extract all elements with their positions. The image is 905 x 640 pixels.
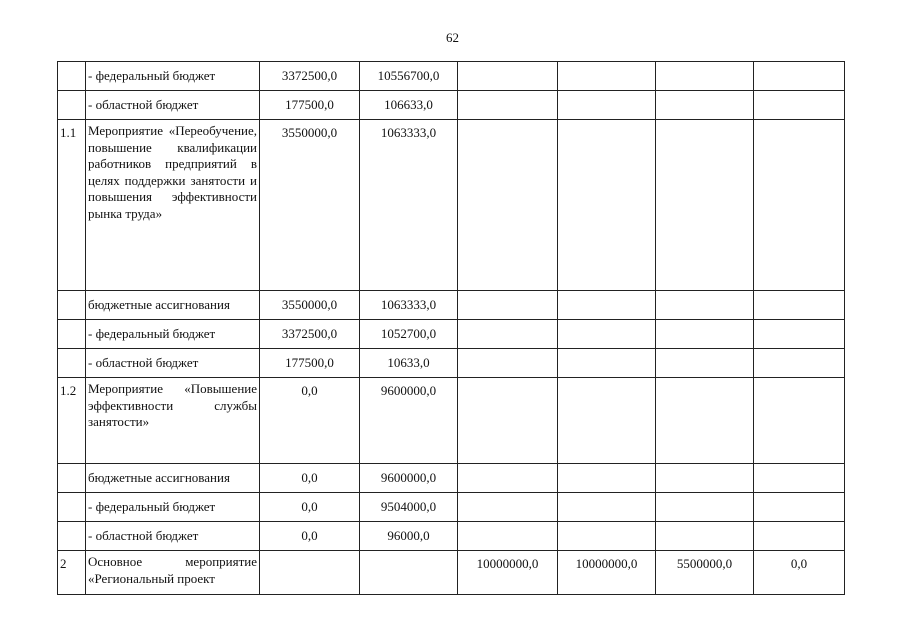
row-number: 1.1 [58, 120, 86, 291]
value-cell [754, 522, 845, 551]
value-cell [558, 91, 656, 120]
value-cell [656, 522, 754, 551]
table-row [58, 320, 845, 349]
value-cell [754, 378, 845, 464]
value-cell [458, 349, 558, 378]
row-name: - федеральный бюджет [86, 320, 260, 349]
value-cell: 10000000,0 [458, 551, 558, 595]
value-cell: 106633,0 [360, 91, 458, 120]
value-cell: 1063333,0 [360, 120, 458, 291]
value-cell: 96000,0 [360, 522, 458, 551]
value-cell [458, 91, 558, 120]
value-cell [656, 291, 754, 320]
value-cell [754, 120, 845, 291]
value-cell [656, 91, 754, 120]
value-cell [656, 464, 754, 493]
value-cell [656, 349, 754, 378]
row-number [58, 464, 86, 493]
row-number [58, 291, 86, 320]
table-row [58, 522, 845, 551]
page-number: 62 [446, 30, 459, 45]
value-cell: 177500,0 [260, 349, 360, 378]
row-number: 1.2 [58, 378, 86, 464]
value-cell: 0,0 [260, 464, 360, 493]
value-cell [754, 320, 845, 349]
value-cell [458, 120, 558, 291]
table-row [58, 291, 845, 320]
table-row [58, 62, 845, 91]
table-row [58, 493, 845, 522]
value-cell: 0,0 [260, 493, 360, 522]
value-cell [754, 91, 845, 120]
value-cell [558, 522, 656, 551]
value-cell [754, 62, 845, 91]
value-cell [558, 120, 656, 291]
value-cell [656, 320, 754, 349]
row-name: бюджетные ассигнования [86, 291, 260, 320]
value-cell: 0,0 [260, 522, 360, 551]
value-cell: 10556700,0 [360, 62, 458, 91]
value-cell [458, 320, 558, 349]
value-cell [458, 291, 558, 320]
value-cell [558, 493, 656, 522]
value-cell [754, 464, 845, 493]
value-cell [558, 320, 656, 349]
value-cell: 5500000,0 [656, 551, 754, 595]
value-cell [558, 291, 656, 320]
value-cell: 3372500,0 [260, 62, 360, 91]
table-row [58, 120, 845, 291]
value-cell [458, 62, 558, 91]
value-cell: 1052700,0 [360, 320, 458, 349]
row-number: 2 [58, 551, 86, 595]
row-name: - федеральный бюджет [86, 62, 260, 91]
value-cell [656, 493, 754, 522]
value-cell: 3550000,0 [260, 120, 360, 291]
row-number [58, 320, 86, 349]
row-name: - областной бюджет [86, 91, 260, 120]
table-row [58, 91, 845, 120]
value-cell [656, 62, 754, 91]
value-cell [260, 551, 360, 595]
budget-table [57, 61, 845, 595]
value-cell [656, 120, 754, 291]
value-cell [558, 349, 656, 378]
value-cell: 10633,0 [360, 349, 458, 378]
table-row [58, 464, 845, 493]
row-name: бюджетные ассигнования [86, 464, 260, 493]
row-number [58, 349, 86, 378]
value-cell [458, 464, 558, 493]
row-number [58, 62, 86, 91]
row-number [58, 522, 86, 551]
value-cell [754, 291, 845, 320]
value-cell [558, 378, 656, 464]
table-row [58, 551, 845, 595]
table-row [58, 378, 845, 464]
row-name: - областной бюджет [86, 522, 260, 551]
row-name: Мероприятие «Переобучение, повышение квалификации работников предприятий в целях поддержки занятости и повышения эффективности рынка труда» [86, 120, 260, 291]
value-cell: 9504000,0 [360, 493, 458, 522]
value-cell: 3550000,0 [260, 291, 360, 320]
row-name: Мероприятие «Повышение эффективности службы занятости» [86, 378, 260, 464]
value-cell: 0,0 [754, 551, 845, 595]
value-cell [458, 522, 558, 551]
value-cell: 9600000,0 [360, 378, 458, 464]
value-cell [458, 493, 558, 522]
value-cell [558, 464, 656, 493]
row-name: - областной бюджет [86, 349, 260, 378]
row-number [58, 493, 86, 522]
row-name: Основное мероприятие «Региональный проект [86, 551, 260, 595]
value-cell [458, 378, 558, 464]
value-cell [558, 62, 656, 91]
value-cell: 0,0 [260, 378, 360, 464]
value-cell [754, 349, 845, 378]
value-cell: 9600000,0 [360, 464, 458, 493]
table-row [58, 349, 845, 378]
row-name: - федеральный бюджет [86, 493, 260, 522]
value-cell [754, 493, 845, 522]
value-cell [656, 378, 754, 464]
row-number [58, 91, 86, 120]
value-cell: 1063333,0 [360, 291, 458, 320]
value-cell: 177500,0 [260, 91, 360, 120]
value-cell: 3372500,0 [260, 320, 360, 349]
value-cell [360, 551, 458, 595]
value-cell: 10000000,0 [558, 551, 656, 595]
